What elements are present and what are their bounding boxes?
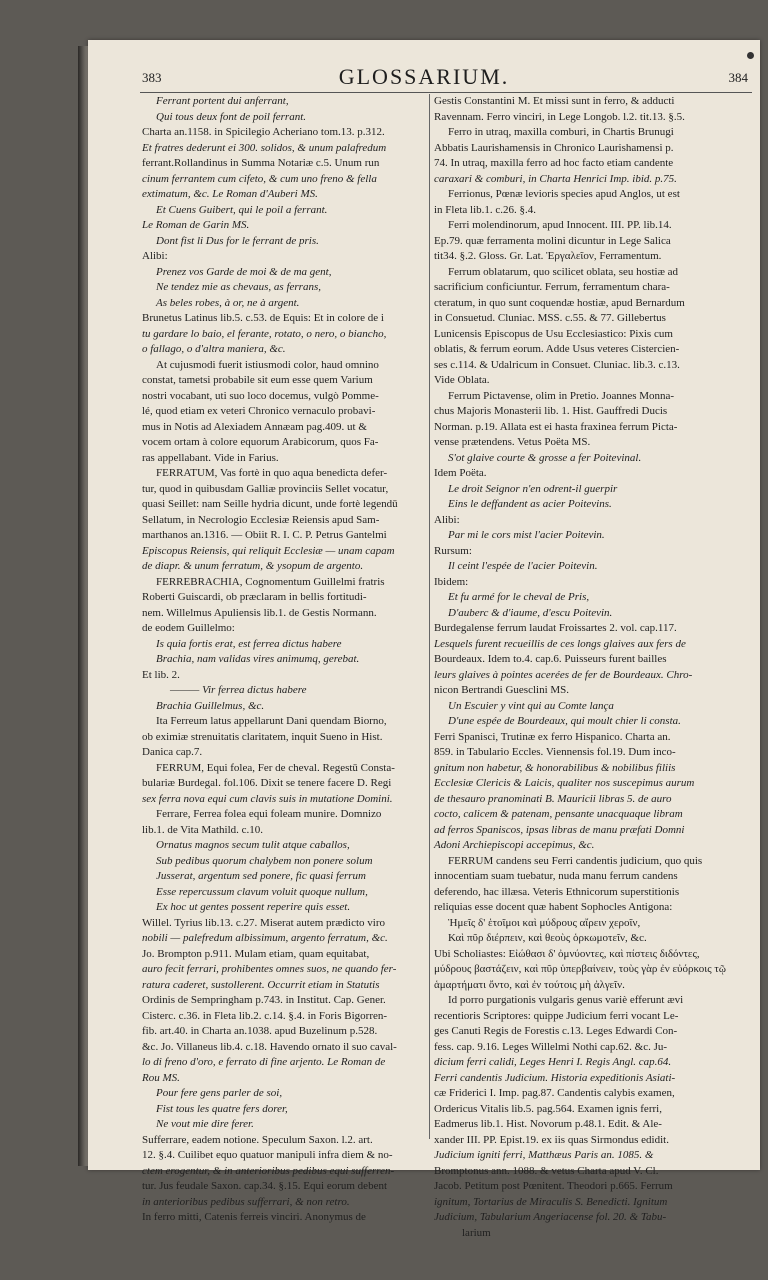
text-line: lé, quod etiam ex veteri Chronico vernaculo probavi- bbox=[142, 405, 376, 417]
text-line: Ferrum Pictavense, olim in Pretio. Joannes Monna- bbox=[448, 389, 675, 402]
text-line: 859. in Tabulario Eccles. Viennensis fol.19. Dum inco- bbox=[434, 746, 676, 758]
text-line: ctem erogentur, & in anterioribus pedibus equi sufferren- bbox=[142, 1164, 395, 1177]
text-line: ses c.114. & Udalricum in Consuet. Cluniac. lib.3. c.13. bbox=[434, 358, 680, 371]
text-line: tit34. §.2. Gloss. Gr. Lat. Ἐργαλεῖον, Ferramentum. bbox=[434, 250, 662, 262]
text-line: xander III. PP. Epist.19. ex iis quas Sirmondus edidit. bbox=[434, 1133, 669, 1146]
text-line: vense prætendens. Vetus Poëta MS. bbox=[434, 436, 591, 448]
text-line: de thesauro pranominati B. Mauricii libras 5. de auro bbox=[434, 792, 672, 805]
text-line: caraxari & comburi, in Charta Henrici Imp. ibid. p.75. bbox=[434, 172, 677, 185]
text-line: Ibidem: bbox=[434, 575, 469, 588]
column-divider bbox=[429, 94, 430, 1139]
text-line: ratura caderet, sustollerent. Occurrit etiam in Statutis bbox=[142, 978, 380, 991]
text-line: Adoni Archiepiscopi accepimus, &c. bbox=[434, 839, 595, 851]
text-line: Ferri Spanisci, Trutinæ ex ferro Hispanico. Charta an. bbox=[434, 730, 671, 743]
text-line: S'ot glaive courte & grosse a fer Poitevinal. bbox=[448, 451, 642, 464]
text-line: Ravennam. Ferro vinciri, in Lege Longob. l.2. tit.13. §.5. bbox=[434, 110, 685, 123]
text-line: bulariæ Burdegal. fol.106. Dixit se tenere facere D. Regi bbox=[142, 777, 392, 789]
text-line: Jacob. Petitum post Pœnitent. Theodori p.665. Ferrum bbox=[434, 1180, 673, 1192]
text-line: Danica cap.7. bbox=[142, 746, 203, 758]
text-line: Prenez vos Garde de moi & de ma gent, bbox=[156, 265, 332, 278]
text-line: Le droit Seignor n'en odrent-il guerpir bbox=[448, 482, 618, 495]
text-line: Lunicensis Episcopus de Usu Ecclesiastico: Pixis cum bbox=[434, 327, 673, 340]
text-line: Lesquels furent recueillis de ces longs glaives aux fers de bbox=[434, 637, 686, 650]
text-line: Burdegalense ferrum laudat Froissartes 2. vol. cap.117. bbox=[434, 622, 677, 634]
text-line: Bourdeaux. Idem to.4. cap.6. Puisseurs furent bailles bbox=[434, 653, 667, 665]
text-line: Ordericus Vitalis lib.5. pag.564. Examen ignis ferri, bbox=[434, 1102, 662, 1115]
text-line: reliquias esse docent quæ habent Sophocles Antigona: bbox=[434, 901, 673, 913]
text-line: Καὶ πῦρ διέρπειν, καὶ θεοὺς ὁρκωμοτεῖν, &c. bbox=[448, 932, 647, 944]
text-line: ——— Vir ferrea dictus habere bbox=[170, 684, 307, 696]
text-line: Willel. Tyrius lib.13. c.27. Miserat autem prædicto viro bbox=[142, 916, 385, 929]
text-line: Ecclesiæ Clericis & Laicis, qualiter nos suscepimus aurum bbox=[434, 777, 695, 789]
text-line: FERRUM candens seu Ferri candentis judicium, quo quis bbox=[448, 854, 703, 867]
text-line: &c. Jo. Villaneus lib.4. c.18. Havendo ornato il suo caval- bbox=[142, 1040, 397, 1053]
text-line: tur. Jus feudale Saxon. cap.34. §.15. Equi eorum debent bbox=[142, 1180, 388, 1192]
text-line: D'auberc & d'iaume, d'escu Poitevin. bbox=[448, 606, 613, 619]
text-line: Ferrare, Ferrea folea equi foleam munire. Domnizo bbox=[156, 808, 382, 820]
text-line: nicon Bertrandi Guesclini MS. bbox=[434, 684, 570, 696]
right-text-column bbox=[434, 94, 754, 1239]
text-line: constat, tametsi probabile sit eum esse quem Varium bbox=[142, 374, 373, 386]
text-line: Ne vout mie dire ferer. bbox=[156, 1118, 254, 1130]
text-line: Rursum: bbox=[434, 544, 472, 557]
text-line: sex ferra nova equi cum clavis suis in mutatione Domini. bbox=[142, 792, 393, 805]
text-line: innocentiam suam tuebatur, nuda manu ferrum candens bbox=[434, 870, 678, 882]
text-line: In ferro mitti, Catenis ferreis vinciri. Anonymus de bbox=[142, 1211, 366, 1223]
text-line: Ne tendez mie as chevaus, as ferrans, bbox=[156, 281, 321, 293]
text-line: Ita Ferreum latus appellarunt Dani quendam Biorno, bbox=[156, 715, 387, 727]
text-line: in anterioribus pedibus sufferrari, & non retro. bbox=[142, 1195, 350, 1208]
text-line: Ubi Scholiastes: Εἰώθασι δ' ὀμνύοντες, καὶ πίστεις διδόντες, bbox=[434, 947, 700, 960]
book-gutter-edge bbox=[78, 46, 88, 1166]
page-header bbox=[88, 64, 760, 92]
text-line: in Fleta lib.1. c.26. §.4. bbox=[434, 203, 537, 216]
text-line: nostri vocabant, uti suo loco docemus, vulgò Pomme- bbox=[142, 389, 379, 402]
text-line: ad ferros Spaniscos, ipsas libras de manu præfati Domni bbox=[434, 823, 685, 836]
text-line: chus Majoris Monasterii lib. 1. Hist. Gauffredi Ducis bbox=[434, 405, 668, 417]
text-line: Et lib. 2. bbox=[142, 668, 180, 681]
text-line: FERREBRACHIA, Cognomentum Guillelmi fratris bbox=[156, 575, 385, 588]
text-line: recentioris Scriptores: quippe Judicium ferri vocant Le- bbox=[434, 1009, 679, 1022]
text-line: Sub pedibus quorum chalybem non ponere solum bbox=[156, 854, 373, 867]
text-line: tur, quod in quibusdam Galliæ provinciis Sellet vocatur, bbox=[142, 482, 389, 495]
text-line: ges Canuti Regis de Forestis c.13. Leges Edwardi Con- bbox=[434, 1025, 678, 1037]
text-line: Pour fere gens parler de soi, bbox=[156, 1087, 283, 1099]
text-line: Qui tous deux font de poil ferrant. bbox=[156, 110, 307, 123]
text-line: Eins le deffandent as acier Poitevins. bbox=[448, 498, 612, 510]
text-line: Esse repercussum clavum voluit quoque nullum, bbox=[156, 885, 368, 898]
text-line: Brachia, nam validas vires animumq, gerebat. bbox=[156, 653, 360, 665]
text-line: Gestis Constantini M. Et missi sunt in ferro, & adducti bbox=[434, 95, 675, 107]
text-line: 12. §.4. Cuilibet equo quatuor manipuli infra diem & no- bbox=[142, 1149, 393, 1161]
text-line: Le Roman de Garin MS. bbox=[142, 219, 250, 231]
text-line: quasi Seillet: nam Seille hydria dicunt, unde fortè legendū bbox=[142, 498, 398, 510]
text-line: Episcopus Reiensis, qui reliquit Ecclesiæ — unam capam bbox=[142, 544, 395, 557]
text-line: Id porro purgationis vulgaris genus variè efferunt ævi bbox=[448, 994, 684, 1006]
text-line: Ferrum oblatarum, quo scilicet oblata, seu hostiæ ad bbox=[448, 265, 679, 278]
text-line: Is quia fortis erat, est ferrea dictus habere bbox=[156, 637, 342, 650]
text-line: Sellatum, in Necrologio Ecclesiæ Reiensis apud Sam- bbox=[142, 513, 380, 526]
text-line: dicium ferri calidi, Leges Henri I. Regis Angl. cap.64. bbox=[434, 1056, 672, 1068]
text-line: 74. In utraq, maxilla ferro ad hoc facto etiam candente bbox=[434, 157, 674, 169]
text-line: in Consuetud. Cluniac. MSS. c.55. & 77. Gillebertus bbox=[434, 312, 666, 324]
text-line: Ferrionus, Pœnæ levioris species apud Anglos, ut est bbox=[448, 188, 680, 200]
text-line: Judicium, Tabularium Angeriacense fol. 20. & Tabu- bbox=[434, 1211, 667, 1223]
text-line: Ornatus magnos secum tulit atque caballos, bbox=[156, 839, 350, 851]
text-line: D'une espée de Bourdeaux, qui moult chier li consta. bbox=[448, 715, 681, 727]
text-line: lib.1. de Vita Mathild. c.10. bbox=[142, 823, 264, 836]
text-line: Rou MS. bbox=[142, 1071, 180, 1084]
text-line: Charta an.1158. in Spicilegio Acheriano tom.13. p.312. bbox=[142, 126, 385, 138]
text-line: vocem ortam à colore equorum Arabicorum, quos Fa- bbox=[142, 436, 379, 448]
text-line: Ferri molendinorum, apud Innocent. III. PP. lib.14. bbox=[448, 219, 672, 231]
text-line: Judicium igniti ferri, Matthæus Paris an. 1085. & bbox=[434, 1149, 654, 1161]
text-line: ignitum, Tortarius de Miraculis S. Benedicti. Ignitum bbox=[434, 1195, 668, 1208]
text-line: Cisterc. c.36. in Fleta lib.2. c.14. §.4. in Foris Bigorren- bbox=[142, 1009, 388, 1022]
text-line: Et Cuens Guibert, qui le poil a ferrant. bbox=[156, 203, 328, 216]
text-line: FERRUM, Equi folea, Fer de cheval. Regestū Consta- bbox=[156, 761, 395, 774]
text-line: Jusserat, argentum sed ponere, fic quasi ferrum bbox=[156, 870, 366, 882]
text-line: Par mi le cors mist l'acier Poitevin. bbox=[448, 529, 605, 541]
text-line: deferendo, hac illæsa. Veteris Ethnicorum superstitionis bbox=[434, 885, 680, 898]
text-line: Ex hoc ut gentes possent reperire quis esset. bbox=[156, 901, 351, 913]
left-text-column bbox=[142, 94, 464, 1223]
running-title: GLOSSARIUM. bbox=[338, 64, 510, 89]
text-line: cteratum, in quo sunt coquendæ hostiæ, apud Bernardum bbox=[434, 296, 685, 309]
text-line: o fallago, o d'altra maniera, &c. bbox=[142, 343, 286, 355]
text-line: Ferro in utraq, maxilla comburi, in Chartis Brunugi bbox=[448, 126, 674, 138]
text-line: ras appellabant. Vide in Farius. bbox=[142, 451, 279, 464]
text-line: cæ Friderici I. Imp. pag.87. Candentis calybis examen, bbox=[434, 1087, 675, 1099]
right-page-number: 384 bbox=[728, 70, 748, 85]
text-line: Norman. p.19. Allata est ei hasta fraxinea ferrum Picta- bbox=[434, 420, 678, 433]
text-line: cocto, calicem & patenam, pensante unacquaque libram bbox=[434, 808, 683, 820]
text-line: nem. Willelmus Apuliensis lib.1. de Gestis Normann. bbox=[142, 606, 377, 619]
text-line: cinum ferrantem cum cifeto, & cum uno freno & fella bbox=[142, 172, 377, 185]
text-line: larium bbox=[462, 1226, 491, 1239]
text-line: Alibi: bbox=[142, 250, 168, 262]
text-line: sacrificium conficiuntur. Ferrum, ferramentum chara- bbox=[434, 281, 670, 293]
text-line: Sufferrare, eadem notione. Speculum Saxon. l.2. art. bbox=[142, 1133, 373, 1146]
ink-dot-mark bbox=[747, 52, 754, 59]
text-line: ferrant.Rollandinus in Summa Notariæ c.5. Unum run bbox=[142, 157, 380, 169]
text-line: Vide Oblata. bbox=[434, 374, 490, 386]
header-rule bbox=[140, 92, 752, 93]
text-line: de diapr. & unum ferratum, & ysopum de argento. bbox=[142, 560, 364, 572]
text-line: auro fecit ferrari, prohibentes omnes suos, ne quando fer- bbox=[142, 963, 397, 975]
text-line: Idem Poëta. bbox=[434, 467, 487, 479]
text-line: leurs glaives à pointes acerées de fer de Bourdeaux. Chro- bbox=[434, 668, 693, 681]
left-page-number: 383 bbox=[142, 70, 162, 85]
text-line: Eadmerus lib.1. Hist. Novorum p.48.1. Edit. & Ale- bbox=[434, 1118, 662, 1130]
text-line: Ferrant portent dui anferrant, bbox=[156, 95, 289, 107]
text-line: Dont fist li Dus for le ferrant de pris. bbox=[156, 234, 319, 247]
text-line: Brachia Guillelmus, &c. bbox=[156, 699, 265, 712]
book-page bbox=[88, 40, 760, 1239]
text-line: marthanos an.1316. — Obiit R. I. C. P. Petrus Gantelmi bbox=[142, 529, 387, 541]
text-line: nobili — palefredum albissimum, argento ferratum, &c. bbox=[142, 932, 388, 944]
text-line: At cujusmodi fuerit istiusmodi color, haud omnino bbox=[156, 358, 379, 371]
text-line: Un Escuier y vint qui au Comte lança bbox=[448, 699, 614, 712]
text-line: Fist tous les quatre fers dorer, bbox=[156, 1102, 288, 1115]
text-line: Ep.79. quæ ferramenta molini dicuntur in Lege Salica bbox=[434, 234, 671, 247]
text-line: Alibi: bbox=[434, 513, 460, 526]
text-line: FERRATUM, Vas fortè in quo aqua benedicta defer- bbox=[156, 467, 388, 479]
text-line: Ferri candentis Judicium. Historia expeditionis Asiati- bbox=[434, 1071, 676, 1084]
text-line: Ordinis de Sempringham p.743. in Institut. Cap. Gener. bbox=[142, 994, 386, 1006]
text-line: lo di freno d'oro, e ferrato di fine arjento. Le Roman de bbox=[142, 1056, 386, 1068]
text-line: gnitum non habetur, & honorabilibus & nobilibus filiis bbox=[434, 761, 676, 774]
text-line: Brunetus Latinus lib.5. c.53. de Equis: Et in colore de i bbox=[142, 312, 384, 324]
text-line: As beles robes, à or, ne à argent. bbox=[156, 296, 300, 309]
text-line: Jo. Brompton p.911. Mulam etiam, quam equitabat, bbox=[142, 947, 370, 960]
text-line: μύδρους βαστάζειν, καὶ πῦρ ὑπερβαίνειν, τοὺς γὰρ ἐν εὐόρκοις τῷ bbox=[434, 963, 727, 975]
text-line: ob eximiæ strenuitatis claritatem, inquit Sueno in Hist. bbox=[142, 730, 383, 743]
text-line: Ἡμεῖς δ' ἑτοῖμοι καὶ μύδρους αἴρειν χεροῖν, bbox=[448, 916, 641, 929]
text-line: Bromptonus ann. 1088. & vetus Charta apud V. Cl. bbox=[434, 1164, 659, 1177]
text-line: extimatum, &c. Le Roman d'Auberi MS. bbox=[142, 188, 318, 200]
text-line: fib. art.40. in Charta an.1038. apud Buzelinum p.528. bbox=[142, 1025, 378, 1037]
text-line: Roberti Guiscardi, ob præclaram in bellis fortitudi- bbox=[142, 591, 367, 603]
text-line: tu gardare lo baio, el ferante, rotato, o nero, o biancho, bbox=[142, 327, 387, 340]
text-line: Et fu armé for le cheval de Pris, bbox=[448, 591, 590, 603]
text-line: fess. cap. 9.16. Leges Willelmi Nothi cap.62. &c. Ju- bbox=[434, 1040, 668, 1053]
text-line: mus in Notis ad Alexiadem Annæam pag.409. ut & bbox=[142, 420, 367, 433]
text-line: Il ceint l'espée de l'acier Poitevin. bbox=[448, 560, 598, 572]
text-line: Abbatis Laurishamensis in Chronico Laurishamensi p. bbox=[434, 141, 674, 154]
text-line: de eodem Guillelmo: bbox=[142, 622, 235, 634]
text-line: Et fratres dederunt ei 300. solidos, & unum palafredum bbox=[142, 141, 387, 154]
text-line: oblatis, & ferrum eorum. Adde Usus veteres Cistercien- bbox=[434, 343, 680, 355]
text-line: ἁμαρτήματι ὄντο, καὶ ἐν τούτοις μὴ ἀλγεῖν. bbox=[434, 978, 625, 991]
